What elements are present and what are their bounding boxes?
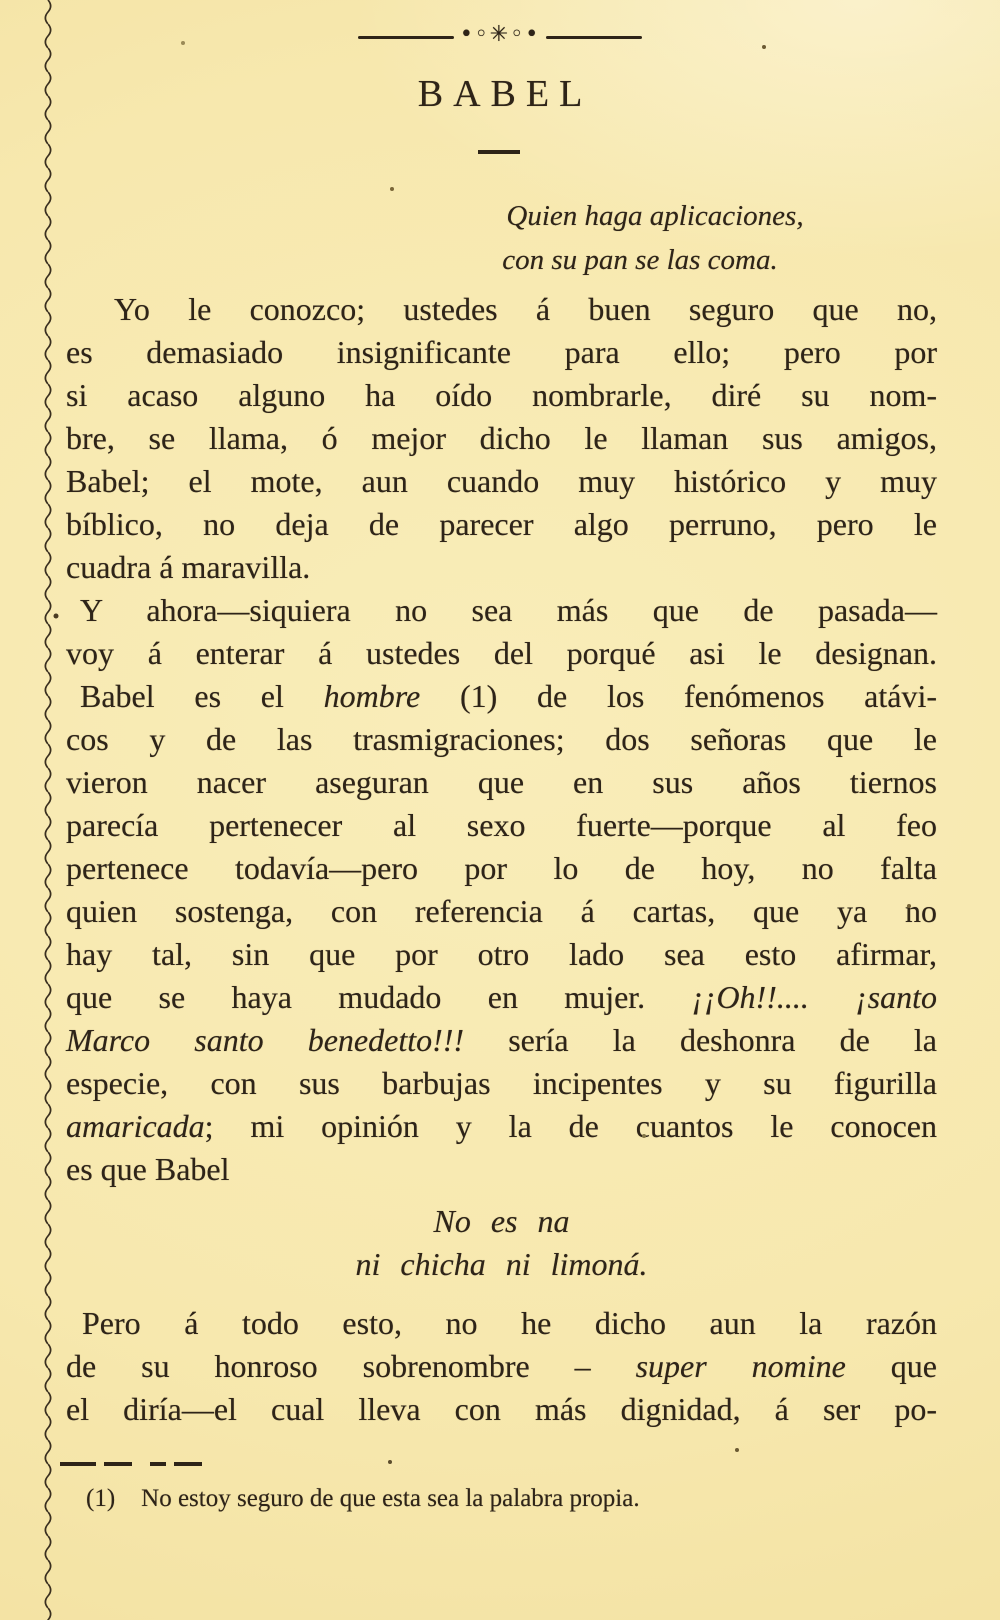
italic-text: Marco santo benedetto!!! (66, 1022, 465, 1058)
text-line (66, 331, 937, 374)
text-segment: el diría—el cual lleva con más dignidad, á ser po- (66, 1391, 937, 1427)
italic-text: ¡¡Oh!!.... ¡santo (691, 979, 938, 1015)
title-rule (478, 150, 520, 154)
text-line (66, 1345, 937, 1388)
text-segment: pertenece todavía—pero por lo de hoy, no falta (66, 850, 937, 886)
text-line (66, 589, 937, 632)
text-segment: voy á enterar á ustedes del porqué asi le designan. (66, 635, 937, 671)
text-segment: Yo le conozco; ustedes á buen seguro que no, (114, 291, 937, 327)
text-line (66, 546, 937, 589)
text-segment: parecía pertenecer al sexo fuerte—porque al feo (66, 807, 937, 843)
text-segment: cuadra á maravilla. (66, 549, 311, 585)
text-line (66, 1302, 937, 1345)
text-segment: Pero á todo esto, no he dicho aun la razón (82, 1305, 937, 1341)
text-line (66, 1019, 937, 1062)
epigraph (430, 194, 850, 282)
rule-dash (60, 1462, 96, 1466)
italic-text: super nomine (635, 1348, 846, 1384)
italic-text: No es na (433, 1203, 570, 1239)
italic-text: ni chicha ni limoná. (355, 1246, 648, 1282)
rule-dash (174, 1462, 202, 1466)
text-line (66, 718, 937, 761)
footnote (86, 1482, 886, 1516)
verse-line (66, 1243, 937, 1286)
text-line (66, 976, 937, 1019)
rule-dash (150, 1462, 166, 1466)
rule-dash (104, 1462, 132, 1466)
text-line (66, 761, 937, 804)
text-segment: es que Babel (66, 1151, 230, 1187)
text-segment: quien sostenga, con referencia á cartas, que ya no (66, 893, 937, 929)
ornament-rule-right (546, 36, 642, 39)
text-segment: (1) de los fenómenos atávi- (420, 678, 938, 714)
text-segment: es demasiado insignificante para ello; pero por (66, 334, 937, 370)
text-segment: si acaso alguno ha oído nombrarle, diré su nom- (66, 377, 937, 413)
body-text (66, 288, 937, 1431)
text-line (66, 1105, 937, 1148)
text-segment: hay tal, sin que por otro lado sea esto afirmar, (66, 936, 937, 972)
text-segment: vieron nacer aseguran que en sus años tiernos (66, 764, 937, 800)
text-segment: cos y de las trasmigraciones; dos señoras que le (66, 721, 937, 757)
text-line (66, 675, 937, 718)
text-line (66, 1062, 937, 1105)
text-line (66, 417, 937, 460)
epigraph-line: Quien haga aplicaciones, (506, 200, 804, 232)
text-line (66, 847, 937, 890)
text-line (66, 804, 937, 847)
text-line (66, 1388, 937, 1431)
paper-specks (0, 0, 2, 2)
verse-line (66, 1200, 937, 1243)
text-segment: que (845, 1348, 938, 1384)
text-segment: que se haya mudado en mujer. (66, 979, 692, 1015)
page-title: BABEL (417, 73, 593, 115)
text-segment: de su honroso sobrenombre – (66, 1348, 636, 1384)
footnote-rule (60, 1462, 202, 1466)
header-ornament (0, 22, 1000, 48)
text-segment: especie, con sus barbujas incipentes y su figurilla (66, 1065, 937, 1101)
text-line (66, 632, 937, 675)
italic-text: hombre (323, 678, 421, 714)
text-segment: bíblico, no deja de parecer algo perruno, pero le (66, 506, 937, 542)
text-segment: bre, se llama, ó mejor dicho le llaman sus amigos, (66, 420, 937, 456)
text-line (66, 1148, 937, 1191)
ornament-flourish-icon: •◦✳◦• (459, 22, 541, 47)
text-segment: Babel; el mote, aun cuando muy histórico y muy (66, 463, 937, 499)
deckle-edge-line (41, 0, 55, 1620)
text-line (66, 503, 937, 546)
epigraph-line: con su pan se las coma. (502, 244, 778, 276)
text-line (66, 374, 937, 417)
italic-text: amaricada (66, 1108, 205, 1144)
footnote-marker: (1) (86, 1485, 116, 1512)
text-segment: Babel es el (80, 678, 324, 714)
ornament-rule-left (358, 36, 454, 39)
text-segment: sería la deshonra de la (464, 1022, 938, 1058)
footnote-text: No estoy seguro de que esta sea la palabra propia. (141, 1485, 640, 1512)
text-line (66, 890, 937, 933)
text-line (66, 460, 937, 503)
text-segment: Y ahora—siquiera no sea más que de pasada— (80, 592, 937, 628)
text-segment: ; mi opinión y la de cuantos le conocen (204, 1108, 937, 1144)
text-line (66, 933, 937, 976)
text-line (66, 288, 937, 331)
